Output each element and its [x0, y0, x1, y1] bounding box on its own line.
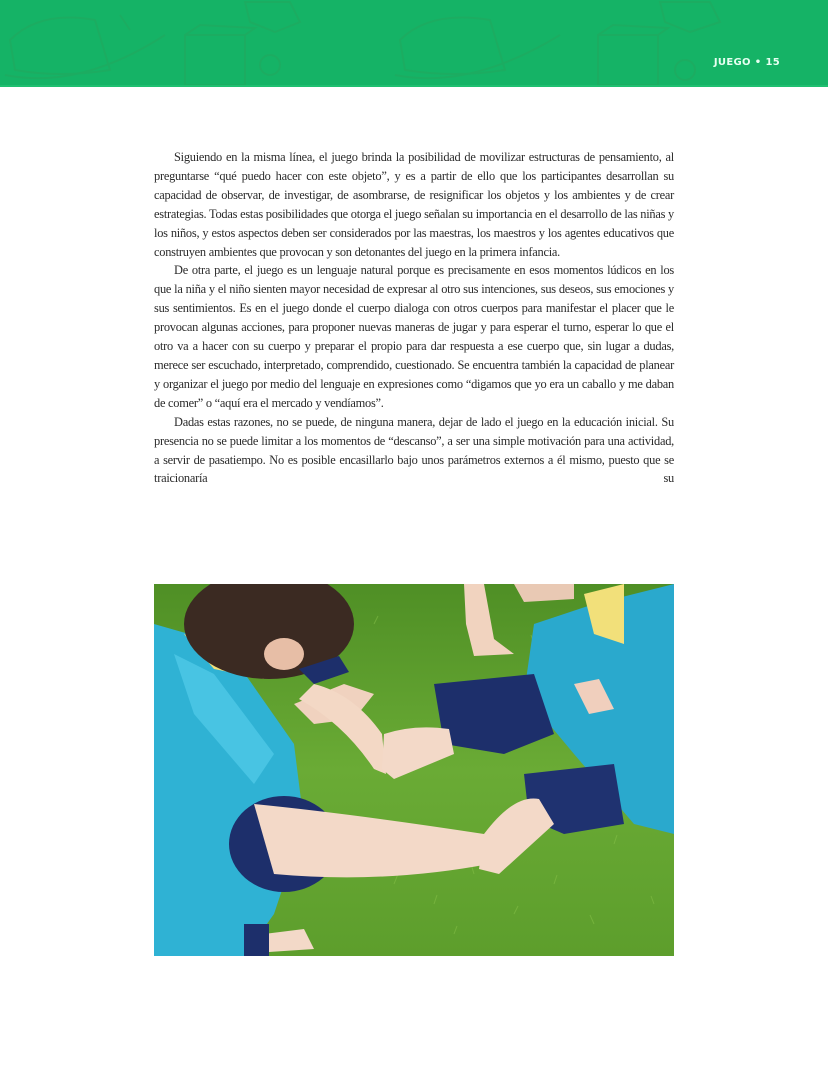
- toy-pattern-decoration: [0, 0, 828, 85]
- paragraph: Dadas estas razones, no se puede, de ninguna manera, dejar de lado el juego en la educación inicial. Su presencia no se puede limitar a los momentos de “descanso”, a ser una simple motivación para una actividad, a servir de pasatiempo. No es posible encasillarlo bajo unos parámetros externos a él mismo, puesto que se traicionaría su: [154, 414, 674, 486]
- page-header: [0, 0, 828, 87]
- paragraph: Siguiendo en la misma línea, el juego brinda la posibilidad de movilizar estructuras de pensamiento, al preguntarse “qué puedo hacer con este objeto”, y es a partir de ello que los participantes desarrollan su capacidad de observar, de investigar, de asombrarse, de resignificar los objetos y los ambientes y de crear estrategias. Todas estas posibilidades que otorga el juego señalan su importancia en el desarrollo de las niñas y los niños, y estos aspectos deben ser considerados por las maestras, los maestros y los agentes educativos que construyen ambientes que provocan y son detonantes del juego en la primera infancia.: [154, 150, 674, 259]
- running-head: [714, 57, 780, 68]
- photo-illustration: [154, 584, 674, 956]
- body-text: [154, 148, 674, 488]
- paragraph: De otra parte, el juego es un lenguaje natural porque es precisamente en esos momentos lúdicos en los que la niña y el niño sienten mayor necesidad de expresar al otro sus intenciones, sus deseos, sus emociones y sus sentimientos. Es en el juego donde el cuerpo dialoga con otros cuerpos para manifestar el placer que le provocan algunas acciones, para proponer nuevas maneras de jugar y para esperar el turno, esperar lo que el otro va a hacer con su cuerpo y preparar el propio para dar respuesta a ese cuerpo que, sin lugar a dudas, merece ser escuchado, interpretado, comprendido, cuestionado. Se encuentra también la capacidad de planear y organizar el juego por medio del lenguaje en expresiones como “digamos que yo era un caballo y me daban de comer” o “aquí era el mercado y vendíamos”.: [154, 263, 674, 410]
- children-playing-photo: [154, 584, 674, 956]
- separator: •: [754, 57, 762, 68]
- page-number: 15: [765, 57, 780, 68]
- section-title: JUEGO: [713, 57, 751, 68]
